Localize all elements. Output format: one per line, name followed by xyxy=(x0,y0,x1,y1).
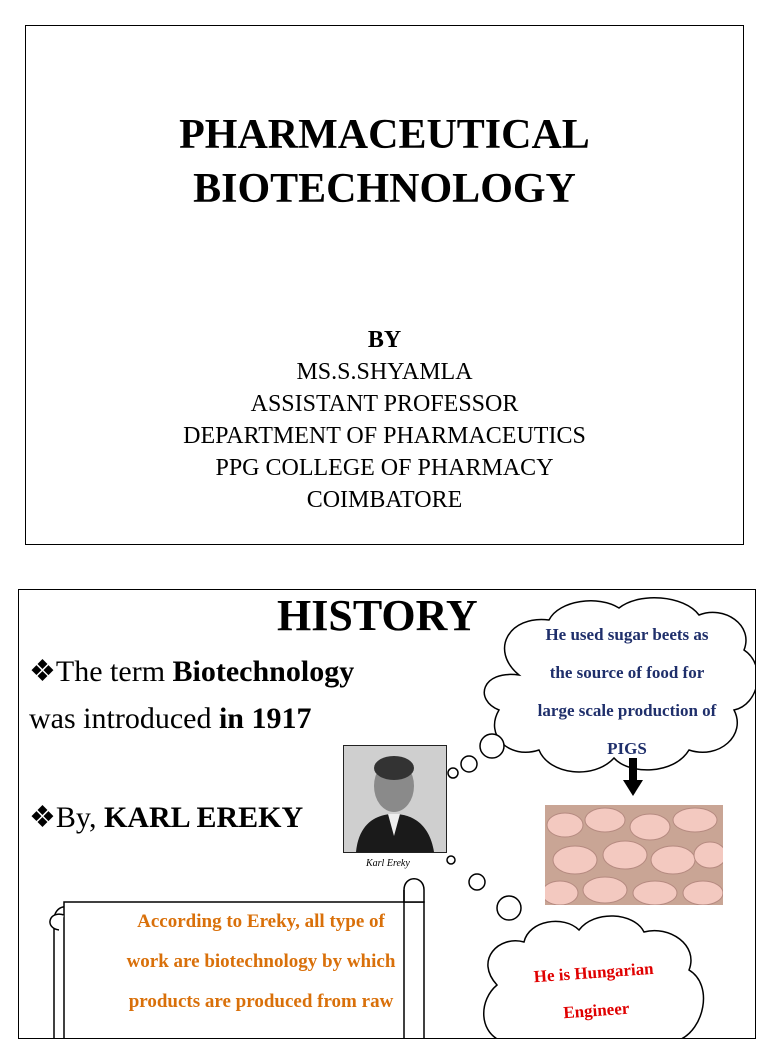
author-college: PPG COLLEGE OF PHARMACY xyxy=(215,455,554,481)
bullet-icon: ❖ xyxy=(29,655,56,688)
cloud-1-line: PIGS xyxy=(607,739,647,758)
thought-bubble xyxy=(447,856,455,864)
cloud-1-line: the source of food for xyxy=(549,663,705,682)
bullet-line-3 xyxy=(29,800,303,835)
title-slide xyxy=(25,25,744,545)
scroll-line: According to Ereky, all type of xyxy=(137,911,385,932)
thought-bubble xyxy=(480,734,504,758)
scroll-line: products are produced from raw xyxy=(128,991,394,1012)
title-line-1: PHARMACEUTICAL xyxy=(179,112,590,158)
author-block xyxy=(26,324,743,516)
karl-ereky-portrait xyxy=(343,745,447,853)
author-city: COIMBATORE xyxy=(306,487,463,513)
pigs-image xyxy=(545,805,723,905)
thought-bubble xyxy=(461,756,477,772)
cloud-1-line: He used sugar beets as xyxy=(545,625,709,644)
line3-text: By, xyxy=(55,801,104,834)
cloud-1-line: large scale production of xyxy=(537,701,717,720)
author-role: ASSISTANT PROFESSOR xyxy=(250,391,519,417)
line1-text: The term xyxy=(55,655,173,688)
scroll-line: work are biotechnology by which xyxy=(126,951,396,972)
line3-bold: KARL EREKY xyxy=(103,801,304,834)
cloud-2-line: He is Hungarian xyxy=(533,958,655,987)
cloud-1-text xyxy=(507,616,747,768)
title-line-2: BIOTECHNOLOGY xyxy=(193,166,576,212)
slide-title: HISTORY xyxy=(277,591,478,640)
author-department: DEPARTMENT OF PHARMACEUTICS xyxy=(183,423,586,449)
cloud-2-text xyxy=(513,949,678,1036)
bullet-line-2 xyxy=(29,702,311,736)
thought-bubble xyxy=(469,874,485,890)
thought-bubble xyxy=(448,768,458,778)
bullet-line-1 xyxy=(29,654,354,689)
cloud-2-line: Engineer xyxy=(562,998,630,1023)
thought-bubble xyxy=(497,896,521,920)
portrait-caption: Karl Ereky xyxy=(366,858,410,869)
author-name: MS.S.SHYAMLA xyxy=(296,359,473,385)
history-slide xyxy=(18,589,756,1039)
line2-bold: in 1917 xyxy=(218,702,312,735)
line2-text: was introduced xyxy=(29,702,219,735)
line1-bold: Biotechnology xyxy=(172,655,355,688)
scroll-text xyxy=(71,902,451,1022)
slide-title xyxy=(26,108,743,216)
bullet-icon: ❖ xyxy=(29,801,56,834)
by-label: BY xyxy=(367,327,402,353)
